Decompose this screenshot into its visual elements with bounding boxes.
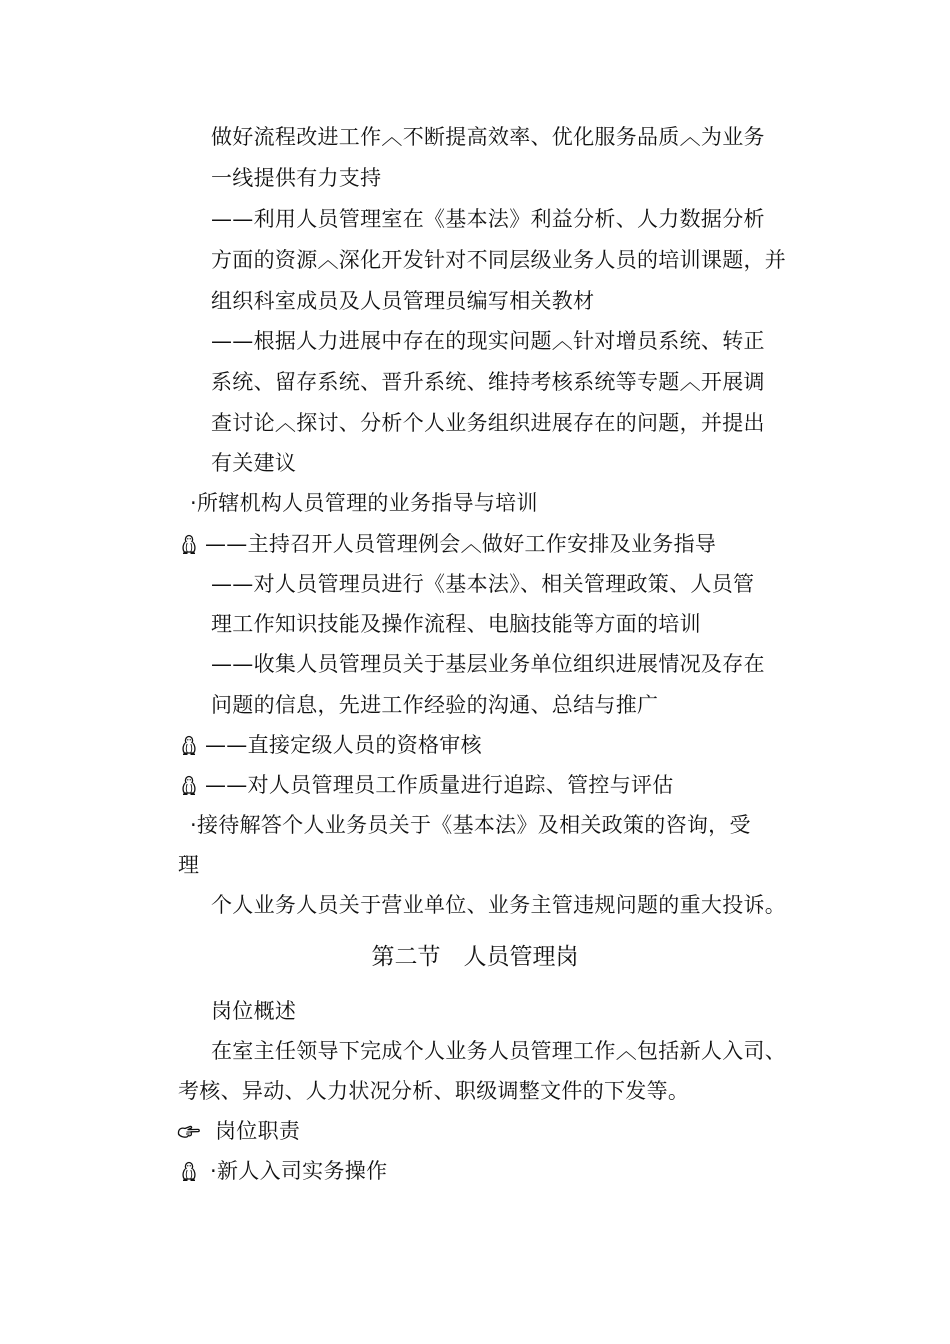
- line-text: 一线提供有力支持: [211, 166, 382, 190]
- penguin-icon: [177, 524, 201, 564]
- line-text: 系统、留存系统、晋升系统、维持考核系统等专题︿开展调: [211, 370, 765, 394]
- line-text: ·接待解答个人业务员关于《基本法》及相关政策的咨询，受: [190, 813, 751, 837]
- line-text: ——利用人员管理室在《基本法》利益分析、人力数据分析: [211, 207, 765, 231]
- line-text: 岗位职责: [215, 1119, 301, 1143]
- penguin-icon: [177, 725, 201, 765]
- line-text: ——直接定级人员的资格审核: [205, 733, 482, 757]
- penguin-icon: [177, 765, 201, 805]
- line-text: ·所辖机构人员管理的业务指导与培训: [190, 491, 538, 515]
- line-text: ——对人员管理员工作质量进行追踪、管控与评估: [205, 773, 674, 797]
- line-text: 在室主任领导下完成个人业务人员管理工作︿包括新人入司、: [211, 1039, 787, 1063]
- line-text: 查讨论︿探讨、分析个人业务组织进展存在的问题，并提出: [211, 411, 765, 435]
- line-text: ——根据人力进展中存在的现实问题︿针对增员系统、转正: [211, 329, 765, 353]
- line-text: 组织科室成员及人员管理员编写相关教材: [211, 289, 595, 313]
- line-text: 理: [178, 853, 200, 877]
- line-text: ·新人入司实务操作: [210, 1159, 388, 1183]
- line-text: 个人业务人员关于营业单位、业务主管违规问题的重大投诉。: [211, 893, 787, 917]
- penguin-icon: [177, 1151, 201, 1191]
- line-text: 理工作知识技能及操作流程、电脑技能等方面的培训: [211, 612, 701, 636]
- line-text: 做好流程改进工作︿不断提高效率、优化服务品质︿为业务: [211, 125, 765, 149]
- line-text: 方面的资源︿深化开发针对不同层级业务人员的培训课题，并: [211, 248, 787, 272]
- line-text: 考核、异动、人力状况分析、职级调整文件的下发等。: [178, 1079, 690, 1103]
- section-heading: 第二节 人员管理岗: [371, 944, 579, 970]
- line-text: ——收集人员管理员关于基层业务单位组织进展情况及存在: [211, 652, 765, 676]
- line-text: 岗位概述: [211, 999, 297, 1023]
- line-text: ——主持召开人员管理例会︿做好工作安排及业务指导: [205, 532, 717, 556]
- line-text: 问题的信息，先进工作经验的沟通、总结与推广: [211, 693, 659, 717]
- line-text: 有关建议: [211, 451, 297, 475]
- pointing-hand-icon: [177, 1111, 201, 1151]
- line-text: ——对人员管理员进行《基本法》、相关管理政策、人员管: [211, 572, 755, 596]
